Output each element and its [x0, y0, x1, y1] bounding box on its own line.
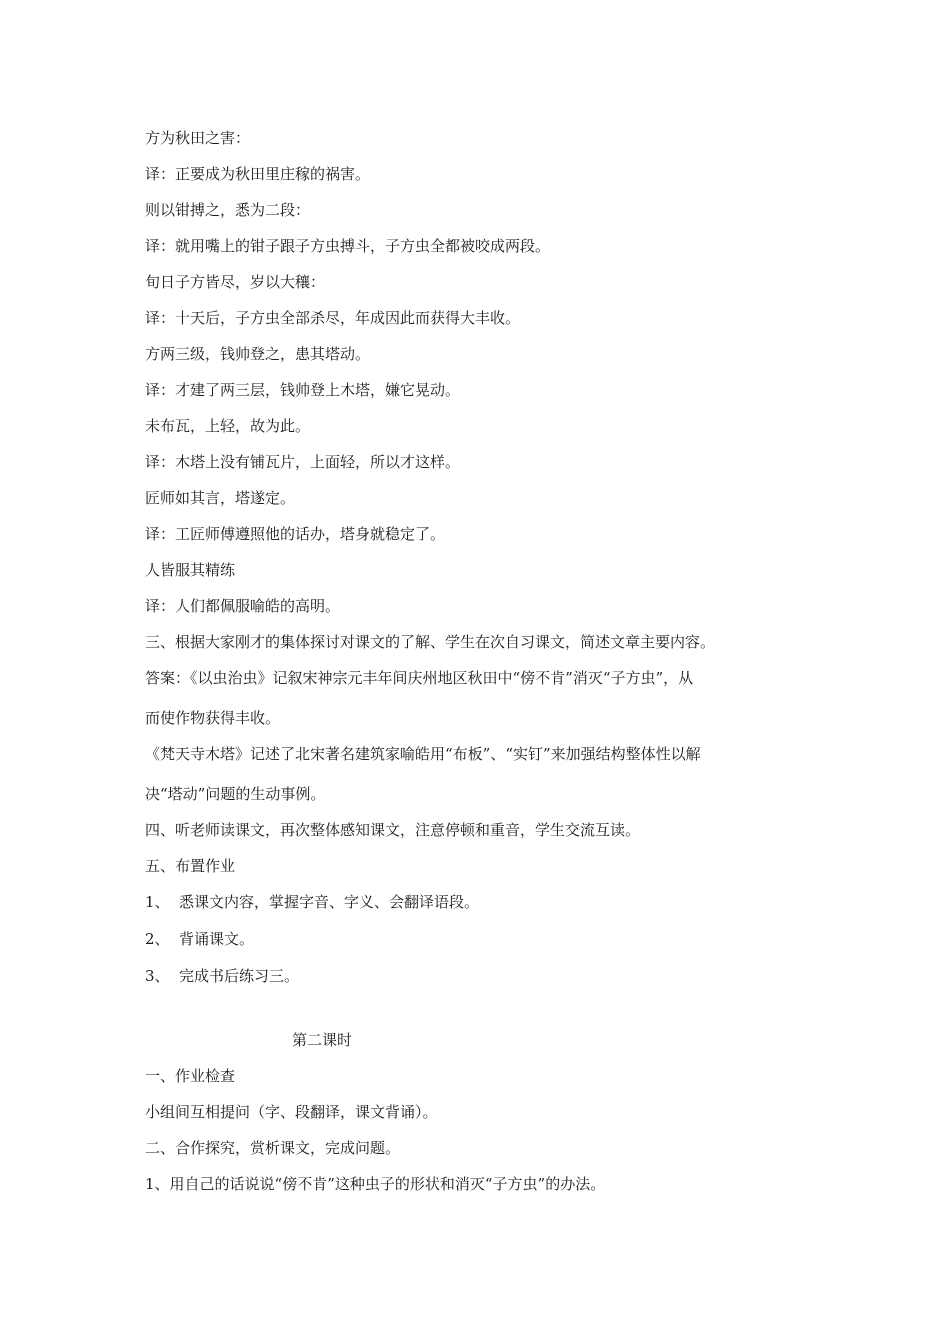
list-number: 2、: [145, 930, 170, 948]
text-line: 方两三级，钱帅登之，患其塔动。: [145, 345, 371, 363]
section-heading: 一、作业检查: [145, 1067, 236, 1085]
text-line: 匠师如其言，塔遂定。: [145, 489, 296, 507]
list-text: 背诵课文。: [179, 930, 255, 948]
answer-line: 而使作物获得丰收。: [145, 709, 281, 727]
section-heading: 四、听老师读课文，再次整体感知课文，注意停顿和重音，学生交流互读。: [145, 821, 641, 839]
text-line: 旬日子方皆尽，岁以大穰：: [145, 273, 326, 291]
homework-item: [145, 966, 825, 986]
answer-line: 决“塔动”问题的生动事例。: [145, 785, 326, 803]
translation-line: 译：人们都佩服喻皓的高明。: [145, 597, 341, 615]
section-heading: 二、合作探究，赏析课文，完成问题。: [145, 1139, 401, 1157]
homework-item: [145, 929, 825, 949]
translation-line: 译：才建了两三层，钱帅登上木塔，嫌它晃动。: [145, 381, 461, 399]
text-line: 未布瓦，上轻，故为此。: [145, 417, 311, 435]
text-line: 小组间互相提问（字、段翻译，课文背诵）。: [145, 1103, 438, 1121]
translation-line: 译：十天后，子方虫全部杀尽，年成因此而获得大丰收。: [145, 309, 521, 327]
list-number: 3、: [145, 967, 170, 985]
translation-line: 译：工匠师傅遵照他的话办，塔身就稳定了。: [145, 525, 446, 543]
text-line: 人皆服其精练: [145, 561, 236, 579]
section-heading: 五、布置作业: [145, 857, 236, 875]
list-number: 1、: [145, 893, 170, 911]
translation-line: 译：就用嘴上的钳子跟子方虫搏斗，子方虫全都被咬成两段。: [145, 237, 551, 255]
answer-line: 答案：《以虫治虫》记叙宋神宗元丰年间庆州地区秋田中“傍不肯”消灭“子方虫”，从: [145, 669, 694, 687]
translation-line: 译：木塔上没有铺瓦片，上面轻，所以才这样。: [145, 453, 461, 471]
list-text: 完成书后练习三。: [179, 967, 300, 985]
list-text: 悉课文内容，掌握字音、字义、会翻译语段。: [179, 893, 480, 911]
section-title: 第二课时: [292, 1031, 353, 1049]
section-heading: 三、根据大家刚才的集体探讨对课文的了解、学生在次自习课文，简述文章主要内容。: [145, 633, 716, 651]
answer-line: 《梵天寺木塔》记述了北宋著名建筑家喻皓用“布板”、“实钉”来加强结构整体性以解: [145, 745, 701, 763]
homework-item: [145, 892, 825, 912]
text-line: 则以钳搏之，悉为二段：: [145, 201, 311, 219]
question-line: 1、用自己的话说说“傍不肯”这种虫子的形状和消灭“子方虫”的办法。: [145, 1175, 606, 1193]
text-line: 方为秋田之害：: [145, 129, 251, 147]
translation-line: 译：正要成为秋田里庄稼的祸害。: [145, 165, 371, 183]
